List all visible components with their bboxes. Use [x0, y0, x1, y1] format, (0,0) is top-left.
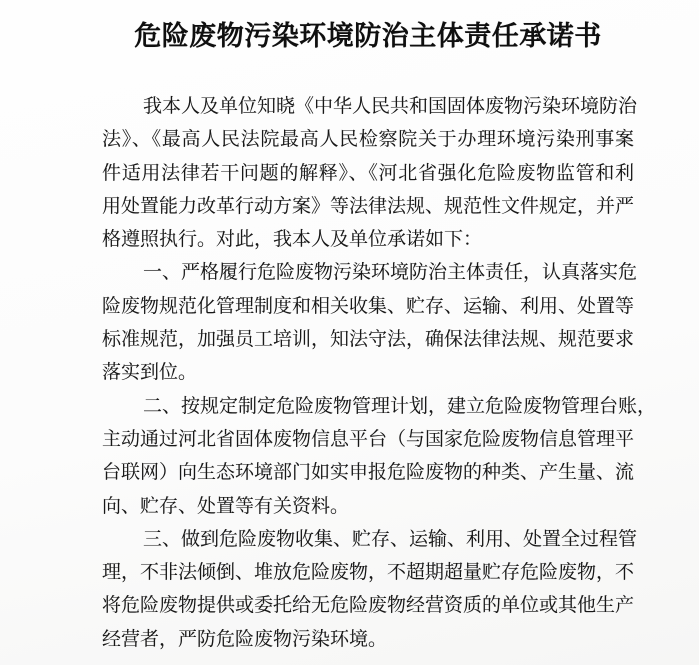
text-line: 格遵照执行。对此，我本人及单位承诺如下： [102, 228, 483, 251]
paragraph-item-1 [102, 256, 638, 389]
text-line: 向、贮存、处置等有关资料。 [102, 494, 350, 517]
text-line: 法》、《最高人民法院最高人民检察院关于办理环境污染刑事案 [102, 128, 634, 151]
text-line: 三、做到危险废物收集、贮存、运输、利用、处置全过程管 [143, 527, 638, 550]
text-line: 件适用法律若干问题的解释》、《河北省强化危险废物监管和利 [102, 161, 634, 184]
paragraph-item-3 [102, 523, 638, 656]
document-title: 危险废物污染环境防治主体责任承诺书 [134, 21, 602, 52]
text-line: 主动通过河北省固体废物信息平台（与国家危险废物信息管理平 [102, 427, 635, 450]
text-line: 将危险废物提供或委托给无危险废物经营资质的单位或其他生产 [102, 594, 635, 617]
text-line: 我本人及单位知晓《中华人民共和国固体废物污染环境防治 [143, 95, 638, 117]
text-line: 二、按规定制定危险废物管理计划，建立危险废物管理台账， [143, 394, 657, 417]
text-line: 一、严格履行危险废物污染环境防治主体责任，认真落实危 [143, 261, 638, 284]
paragraph-intro [102, 90, 638, 256]
text-line: 用处置能力改革行动方案》等法律法规、规范性文件规定，并严 [102, 194, 635, 217]
text-line: 经营者，严防危险废物污染环境。 [102, 627, 388, 650]
text-line: 落实到位。 [102, 361, 198, 384]
text-line: 台联网）向生态环境部门如实申报危险废物的种类、产生量、流 [102, 461, 635, 484]
text-line: 险废物规范化管理制度和相关收集、贮存、运输、利用、处置等 [102, 294, 635, 317]
document-body [102, 90, 657, 656]
paragraph-item-2 [102, 390, 657, 523]
text-line: 标准规范，加强员工培训，知法守法，确保法律法规、规范要求 [102, 328, 635, 351]
text-line: 理，不非法倾倒、堆放危险废物，不超期超量贮存危险废物，不 [102, 561, 635, 584]
